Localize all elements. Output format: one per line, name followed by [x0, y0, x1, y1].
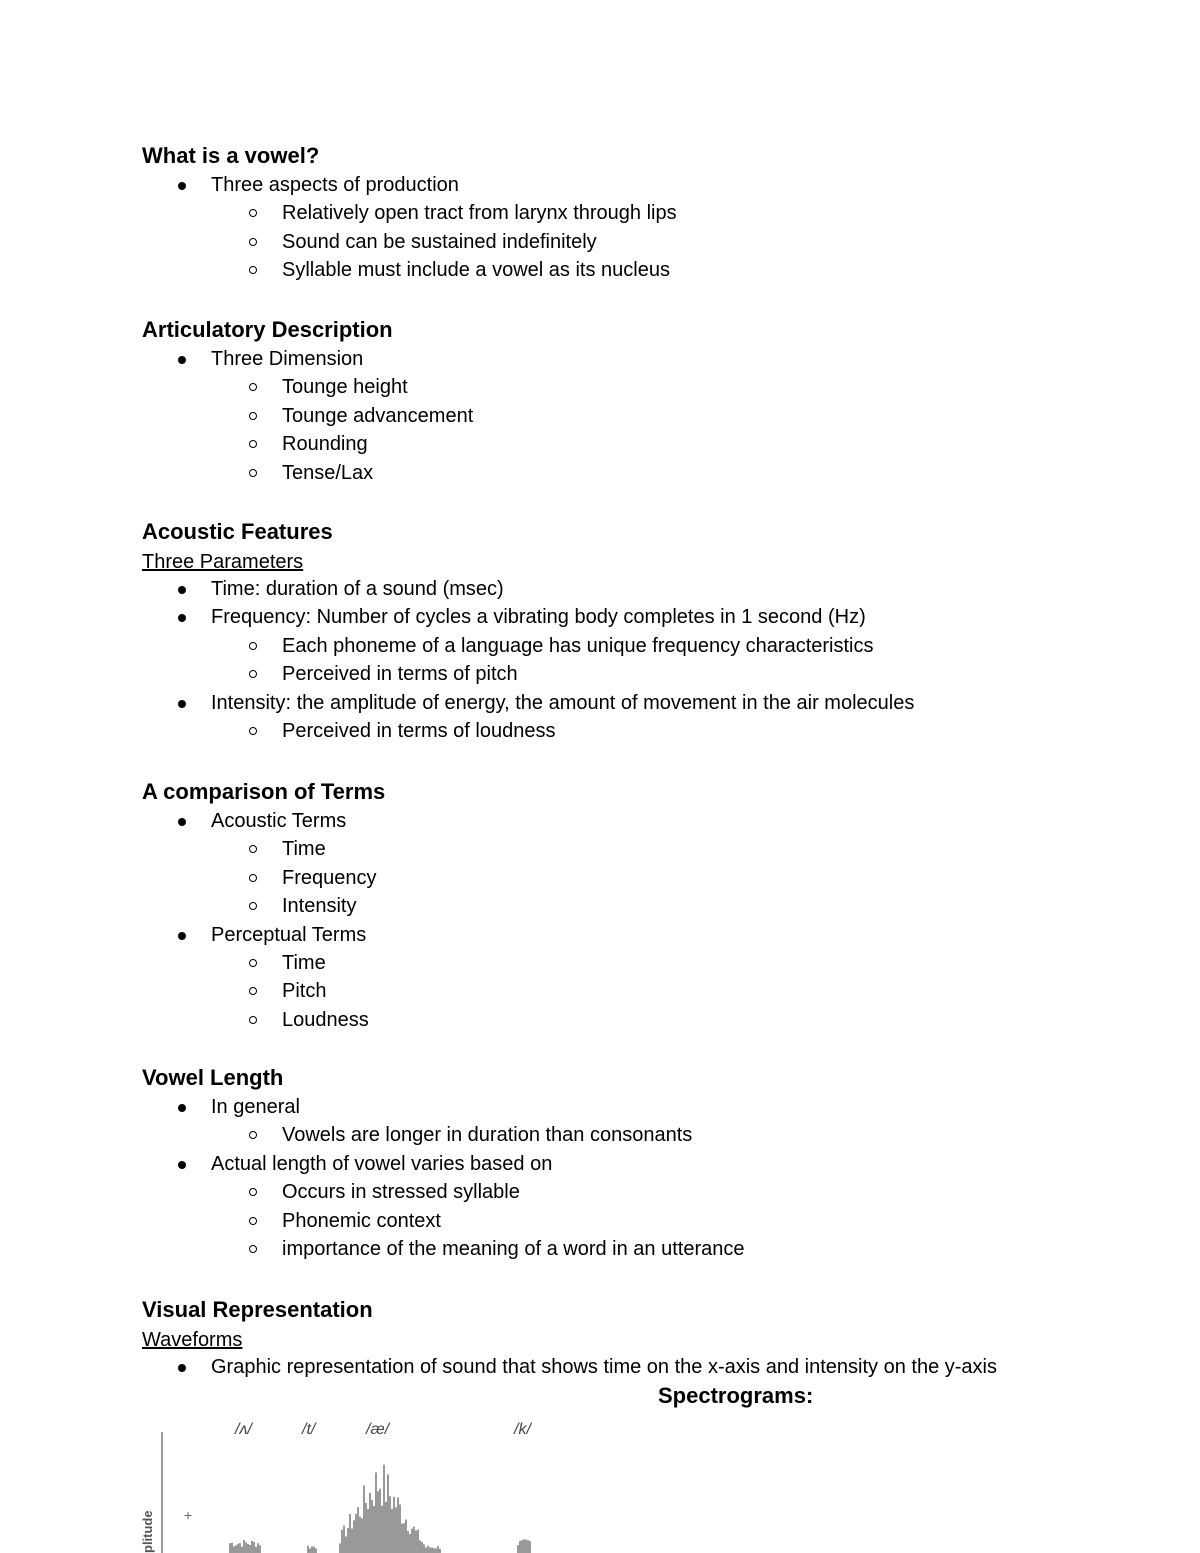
section-heading: Visual Representation — [142, 1297, 373, 1322]
bullet-icon — [178, 1161, 186, 1169]
y-axis-label: plitude — [140, 1510, 155, 1553]
bullet-icon — [178, 586, 186, 594]
section-subheading: Three Parameters — [142, 551, 304, 573]
section-vowel-length — [142, 1065, 1142, 1265]
phoneme-label: /ʌ/ — [235, 1421, 252, 1438]
list-item: Acoustic Terms — [142, 809, 1142, 837]
list-item: Tounge height — [142, 375, 1142, 403]
list-item: Occurs in stressed syllable — [142, 1180, 1142, 1208]
list-item: Each phoneme of a language has unique frequency characteristics — [142, 634, 1142, 662]
axis-marker: + — [184, 1507, 193, 1523]
list-item: Phonemic context — [142, 1209, 1142, 1237]
circle-bullet-icon — [249, 266, 257, 274]
list-item: Perceptual Terms — [142, 923, 1142, 951]
list-item: Frequency — [142, 866, 1142, 894]
bullet-icon — [178, 614, 186, 622]
section-acoustic-features — [142, 519, 1142, 747]
list-item: Tense/Lax — [142, 461, 1142, 489]
circle-bullet-icon — [249, 1217, 257, 1225]
circle-bullet-icon — [249, 642, 257, 650]
list-item: Vowels are longer in duration than consonants — [142, 1123, 1142, 1151]
waveform-figure — [140, 1410, 560, 1553]
circle-bullet-icon — [249, 209, 257, 217]
section-subheading: Waveforms — [142, 1329, 243, 1351]
list-item: Syllable must include a vowel as its nucleus — [142, 258, 1142, 286]
list-item: Perceived in terms of loudness — [142, 719, 1142, 747]
list-item: Three aspects of production — [142, 173, 1142, 201]
bullet-icon — [178, 356, 186, 364]
list-item: Intensity: the amplitude of energy, the amount of movement in the air molecules — [142, 691, 1142, 719]
spectrograms-label: Spectrograms: — [658, 1383, 814, 1408]
list-item: Three Dimension — [142, 347, 1142, 375]
bullet-icon — [178, 1104, 186, 1112]
circle-bullet-icon — [249, 383, 257, 391]
section-heading: Vowel Length — [142, 1065, 284, 1090]
section-articulatory-description — [142, 317, 1142, 489]
list-item: Loudness — [142, 1008, 1142, 1036]
circle-bullet-icon — [249, 727, 257, 735]
bullet-icon — [178, 1364, 186, 1372]
bullet-icon — [178, 182, 186, 190]
circle-bullet-icon — [249, 1016, 257, 1024]
bullet-icon — [178, 932, 186, 940]
phoneme-label: /k/ — [514, 1421, 531, 1438]
circle-bullet-icon — [249, 959, 257, 967]
circle-bullet-icon — [249, 670, 257, 678]
section-heading: Acoustic Features — [142, 519, 333, 544]
circle-bullet-icon — [249, 845, 257, 853]
section-heading: What is a vowel? — [142, 143, 320, 168]
list-item: Graphic representation of sound that shows time on the x-axis and intensity on the y-axis — [142, 1355, 1142, 1383]
circle-bullet-icon — [249, 1131, 257, 1139]
section-visual-representation — [142, 1297, 1142, 1383]
section-heading: A comparison of Terms — [142, 779, 386, 804]
circle-bullet-icon — [249, 987, 257, 995]
circle-bullet-icon — [249, 874, 257, 882]
list-item: importance of the meaning of a word in an utterance — [142, 1237, 1142, 1265]
section-what-is-a-vowel — [142, 143, 1142, 287]
list-item: In general — [142, 1095, 1142, 1123]
list-item: Intensity — [142, 894, 1142, 922]
list-item: Relatively open tract from larynx through lips — [142, 201, 1142, 229]
circle-bullet-icon — [249, 412, 257, 420]
bullet-icon — [178, 700, 186, 708]
circle-bullet-icon — [249, 469, 257, 477]
waveform-trace — [230, 1465, 530, 1553]
list-item: Sound can be sustained indefinitely — [142, 230, 1142, 258]
phoneme-label: /t/ — [302, 1421, 316, 1438]
list-item: Frequency: Number of cycles a vibrating body completes in 1 second (Hz) — [142, 605, 1142, 633]
list-item: Pitch — [142, 979, 1142, 1007]
circle-bullet-icon — [249, 1188, 257, 1196]
list-item: Tounge advancement — [142, 404, 1142, 432]
section-heading: Articulatory Description — [142, 317, 393, 342]
list-item: Time — [142, 951, 1142, 979]
section-comparison-of-terms — [142, 779, 1142, 1036]
circle-bullet-icon — [249, 902, 257, 910]
phoneme-label: /æ/ — [366, 1421, 390, 1438]
list-item: Perceived in terms of pitch — [142, 662, 1142, 690]
list-item: Time — [142, 837, 1142, 865]
bullet-icon — [178, 818, 186, 826]
circle-bullet-icon — [249, 238, 257, 246]
list-item: Rounding — [142, 432, 1142, 460]
circle-bullet-icon — [249, 1245, 257, 1253]
list-item: Time: duration of a sound (msec) — [142, 577, 1142, 605]
circle-bullet-icon — [249, 440, 257, 448]
list-item: Actual length of vowel varies based on — [142, 1152, 1142, 1180]
